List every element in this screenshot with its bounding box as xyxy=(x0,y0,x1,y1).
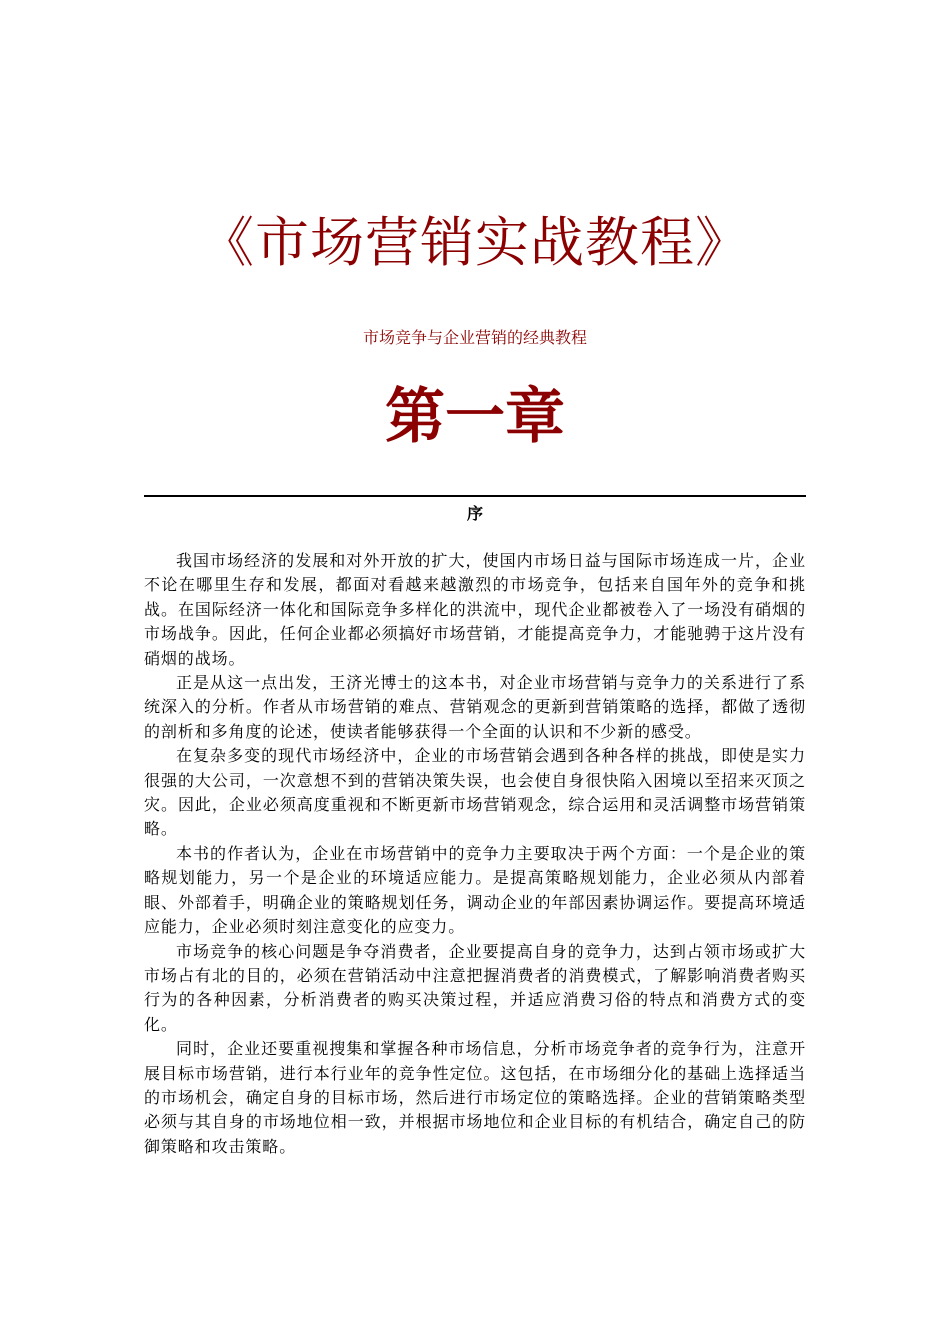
preface-heading: 序 xyxy=(466,504,483,523)
preface-paragraph: 市场竞争的核心问题是争夺消费者，企业要提高自身的竞争力，达到占领市场或扩大市场占有北的目的，必须在营销活动中注意把握消费者的消费模式，了解影响消费者购买行为的各种因素，分析消费者的购买决策过程，并适应消费习俗的特点和消费方式的变化。 xyxy=(144,941,806,1034)
preface-paragraph: 同时，企业还要重视搜集和掌握各种市场信息，分析市场竞争者的竞争行为，注意开展目标市场营销，进行本行业年的竞争性定位。这包括，在市场细分化的基础上选择适当的市场机会，确定自身的目标市场，然后进行市场定位的策略选择。企业的营销策略类型必须与其自身的市场地位相一致，并根据市场地位和企业目标的有机结合，确定自己的防御策略和攻击策略。 xyxy=(144,1039,806,1156)
book-subtitle: 市场竞争与企业营销的经典教程 xyxy=(362,328,587,347)
preface-paragraph: 本书的作者认为，企业在市场营销中的竞争力主要取决于两个方面：一个是企业的策略规划能力，另一个是企业的环境适应能力。是提高策略规划能力，企业必须从内部着眼、外部着手，明确企业的策略规划任务，调动企业的年部因素协调运作。要提高环境适应能力，企业必须时刻注意变化的应变力。 xyxy=(144,843,806,937)
preface-paragraph: 我国市场经济的发展和对外开放的扩大，使国内市场日益与国际市场连成一片，企业不论在哪里生存和发展，都面对看越来越激烈的市场竞争，包括来自国年外的竞争和挑战。在国际经济一体化和国际竞争多样化的洪流中，现代企业都被卷入了一场没有硝烟的市场战争。因此，任何企业都必须搞好市场营销，才能提高竞争力，才能驰骋于这片没有硝烟的战场。 xyxy=(144,551,806,668)
book-title: 《市场营销实战教程》 xyxy=(200,211,750,274)
preface-paragraph: 在复杂多变的现代市场经济中，企业的市场营销会遇到各种各样的挑战，即使是实力很强的大公司，一次意想不到的营销决策失误，也会使自身很快陷入困境以至招来灭顶之灾。因此，企业必须高度重视和不断更新市场营销观念，综合运用和灵活调整市场营销策略。 xyxy=(144,746,806,839)
preface-paragraph: 正是从这一点出发，王济光博士的这本书，对企业市场营销与竞争力的关系进行了系统深入的分析。作者从市场营销的难点、营销观念的更新到营销策略的选择，都做了透彻的剖析和多角度的论述，使读者能够获得一个全面的认识和不少新的感受。 xyxy=(144,673,806,741)
horizontal-divider xyxy=(144,495,806,497)
chapter-heading: 第一章 xyxy=(385,382,565,452)
preface-body xyxy=(144,549,806,1159)
